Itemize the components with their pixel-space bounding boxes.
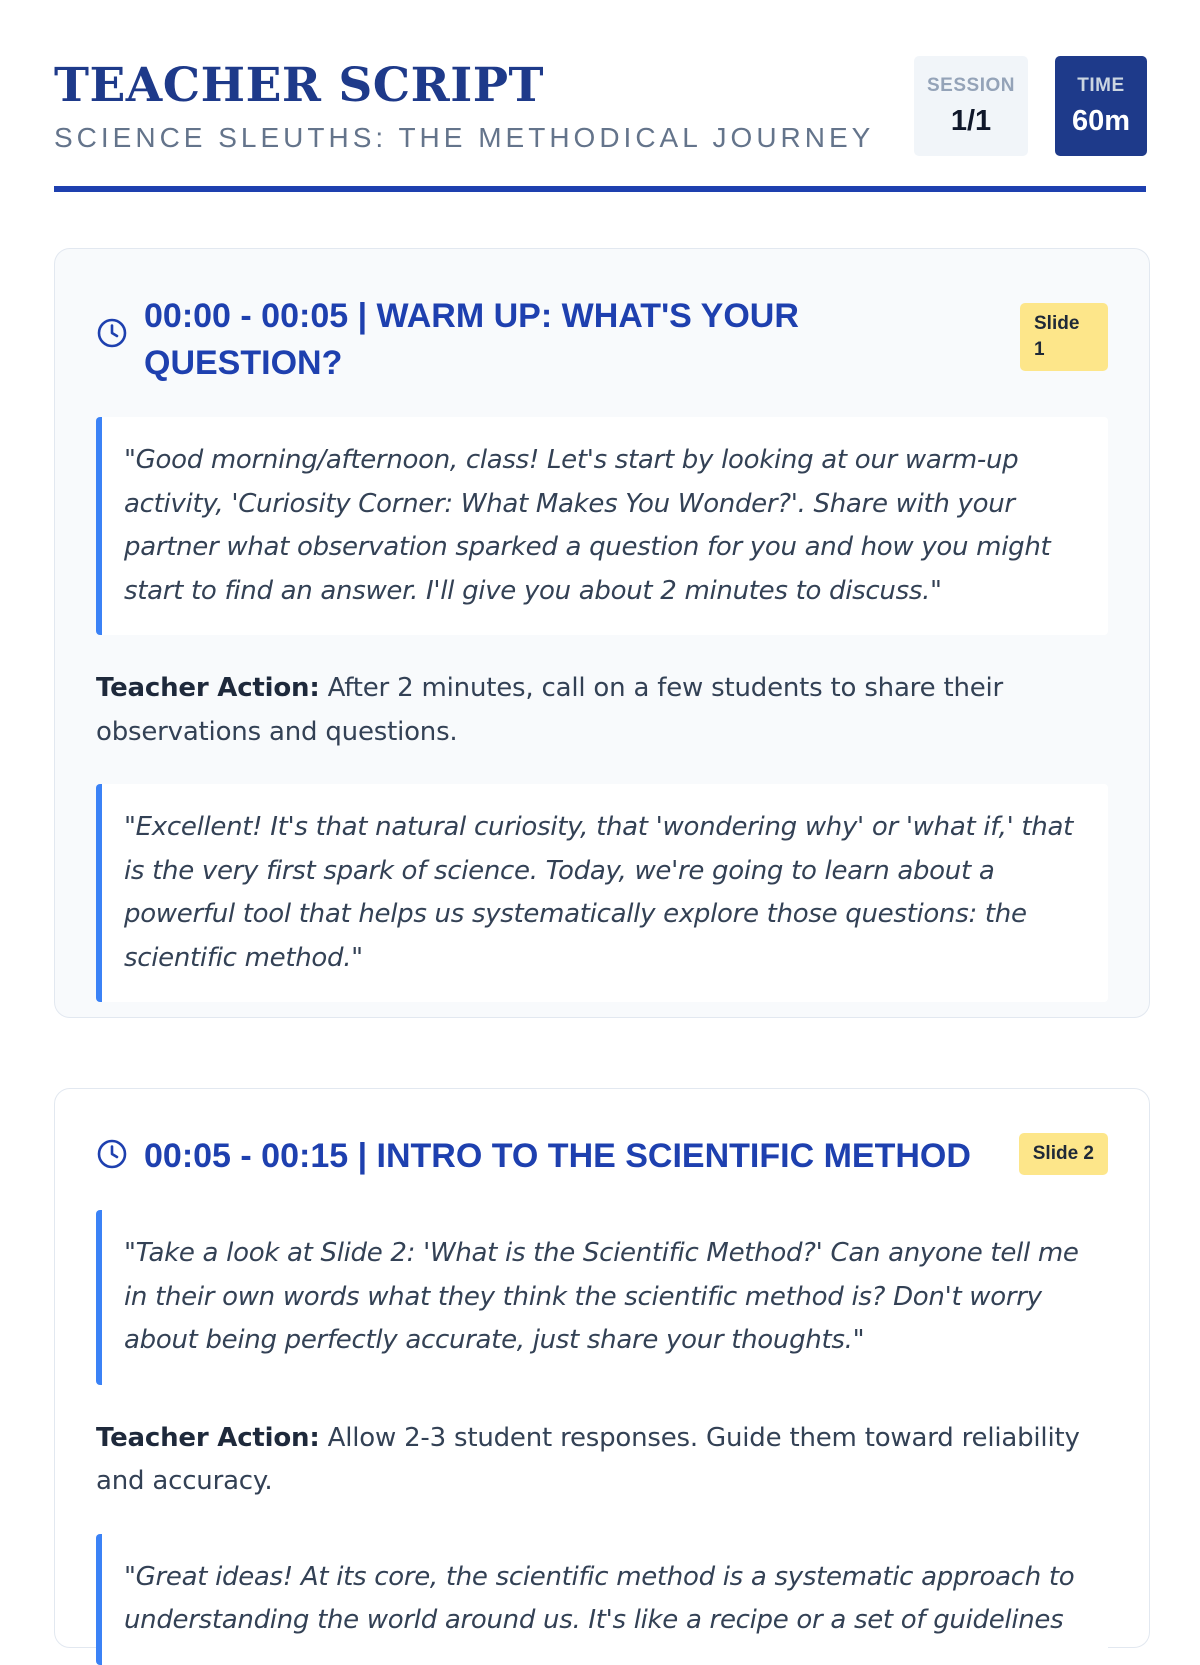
time-label: TIME [1077,74,1125,96]
clock-icon [96,317,128,349]
clock-icon [96,1138,128,1170]
script-quote: "Take a look at Slide 2: 'What is the Scientific Method?' Can anyone tell me in their own words what they think the scientific method is? Don't worry about being perfectly accurate, just share your thoughts." [96,1210,1108,1385]
teacher-action-text: After 2 minutes, call on a few students to share their observations and questions. [96,673,1004,747]
section-card-intro [54,1088,1150,1648]
slide-badge: Slide 2 [1019,1133,1108,1175]
session-label: SESSION [927,74,1015,96]
teacher-action [96,1417,1108,1504]
script-quote: "Great ideas! At its core, the scientific method is a systematic approach to understanding the world around us. It's like a recipe or a set of guidelines [96,1534,1108,1665]
session-chip [914,56,1028,156]
script-quote: "Excellent! It's that natural curiosity, that 'wondering why' or 'what if,' that is the very first spark of science. Today, we're going to learn about a powerful tool that helps us systematically explore those questions: the scientific method." [96,784,1108,1002]
teacher-action-label: Teacher Action: [96,1422,320,1453]
section-header [96,293,1108,387]
slide-badge: Slide 1 [1020,303,1108,371]
lesson-subtitle: SCIENCE SLEUTHS: THE METHODICAL JOURNEY [54,122,875,153]
session-value: 1/1 [950,104,992,137]
section-title: 00:00 - 00:05 | WARM UP: WHAT'S YOUR QUESTION? [144,297,799,382]
section-header [96,1133,1108,1180]
teacher-action [96,667,1108,754]
teacher-action-text: Allow 2-3 student responses. Guide them toward reliability and accuracy. [96,1422,1080,1496]
time-value: 60m [1071,104,1131,137]
script-quote: "Good morning/afternoon, class! Let's start by looking at our warm-up activity, 'Curiosity Corner: What Makes You Wonder?'. Share with your partner what observation sparked a question for you and how you might start to find an answer. I'll give you about 2 minutes to discuss." [96,417,1108,635]
time-chip [1055,56,1147,156]
section-card-warm-up [54,248,1150,1018]
script-header [54,56,1146,192]
page-title: TEACHER SCRIPT [54,58,545,113]
teacher-action-label: Teacher Action: [96,673,320,703]
section-title: 00:05 - 00:15 | INTRO TO THE SCIENTIFIC METHOD [144,1137,971,1175]
